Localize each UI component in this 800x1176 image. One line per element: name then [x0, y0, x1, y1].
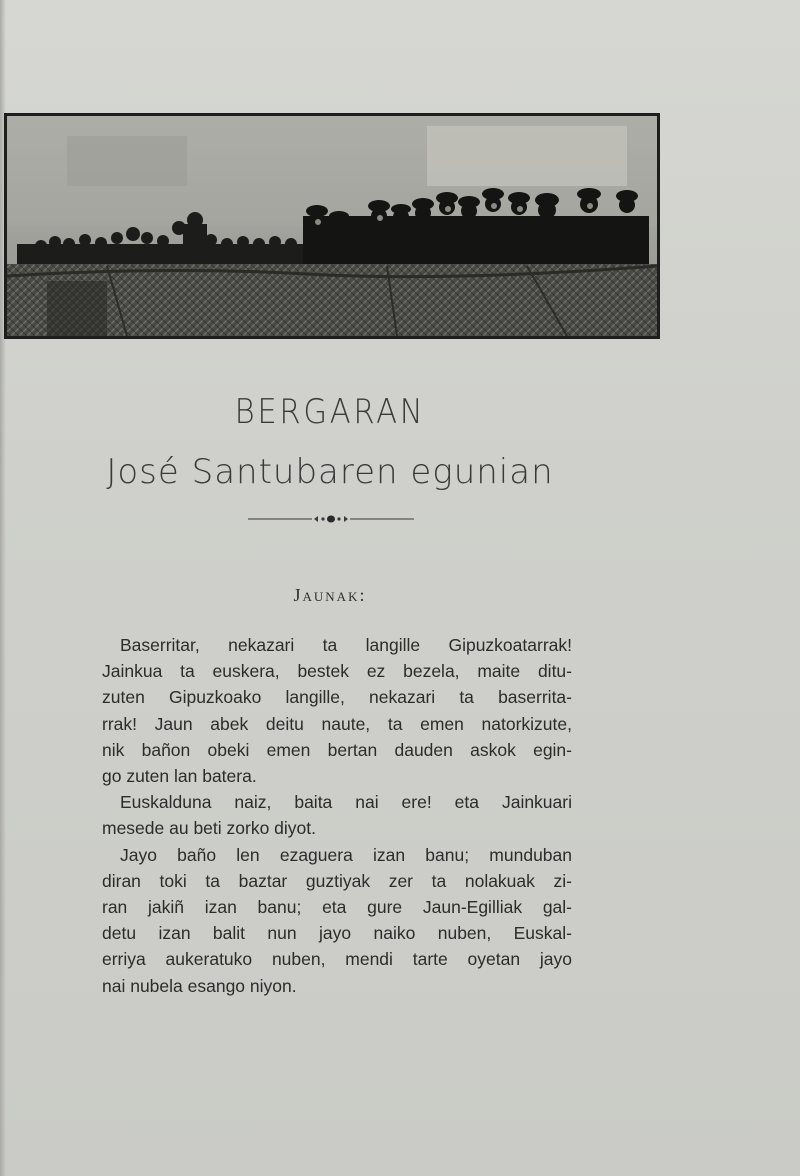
- paragraph-2: [102, 789, 572, 841]
- text-line: rrak! Jaun abek deitu naute, ta emen natorkizute,: [102, 713, 572, 734]
- crowd-photo: [4, 113, 660, 339]
- text-line: nai nubela esango niyon.: [102, 975, 297, 996]
- text-line: Euskalduna naiz, baita nai ere! eta Jainkuari: [120, 792, 572, 813]
- ornament-divider-icon: [248, 513, 414, 525]
- text-line: diran toki ta baztar guztiyak zer ta nolakuak zi-: [102, 870, 572, 891]
- text-line: Jayo baño len ezaguera izan banu; munduban: [120, 844, 572, 865]
- paragraph-3: [102, 842, 572, 999]
- text-line: nik bañon obeki emen bertan dauden askok egin-: [102, 739, 572, 760]
- crowd-photo-illustration: [7, 116, 657, 336]
- speech-body: [102, 632, 572, 999]
- salutation: Jaunak:: [293, 585, 367, 605]
- text-line: detu izan balit nun jayo naiko nuben, Euskal-: [102, 923, 572, 944]
- text-line: Jainkua ta euskera, bestek ez bezela, maite ditu-: [102, 661, 572, 682]
- text-line: mesede au beti zorko diyot.: [102, 818, 317, 839]
- page-title: BERGARAN: [234, 392, 426, 432]
- text-line: erriya aukeratuko nuben, mendi tarte oyetan jayo: [102, 949, 572, 970]
- text-line: zuten Gipuzkoako langille, nekazari ta baserrita-: [102, 687, 572, 708]
- text-line: Baserritar, nekazari ta langille Gipuzkoatarrak!: [120, 635, 572, 655]
- paragraph-1: [102, 632, 572, 789]
- page-subtitle: José Santubaren egunian: [106, 452, 554, 492]
- text-line: ran jakiñ izan banu; eta gure Jaun-Egilliak gal-: [102, 897, 572, 918]
- text-line: go zuten lan batera.: [102, 766, 257, 787]
